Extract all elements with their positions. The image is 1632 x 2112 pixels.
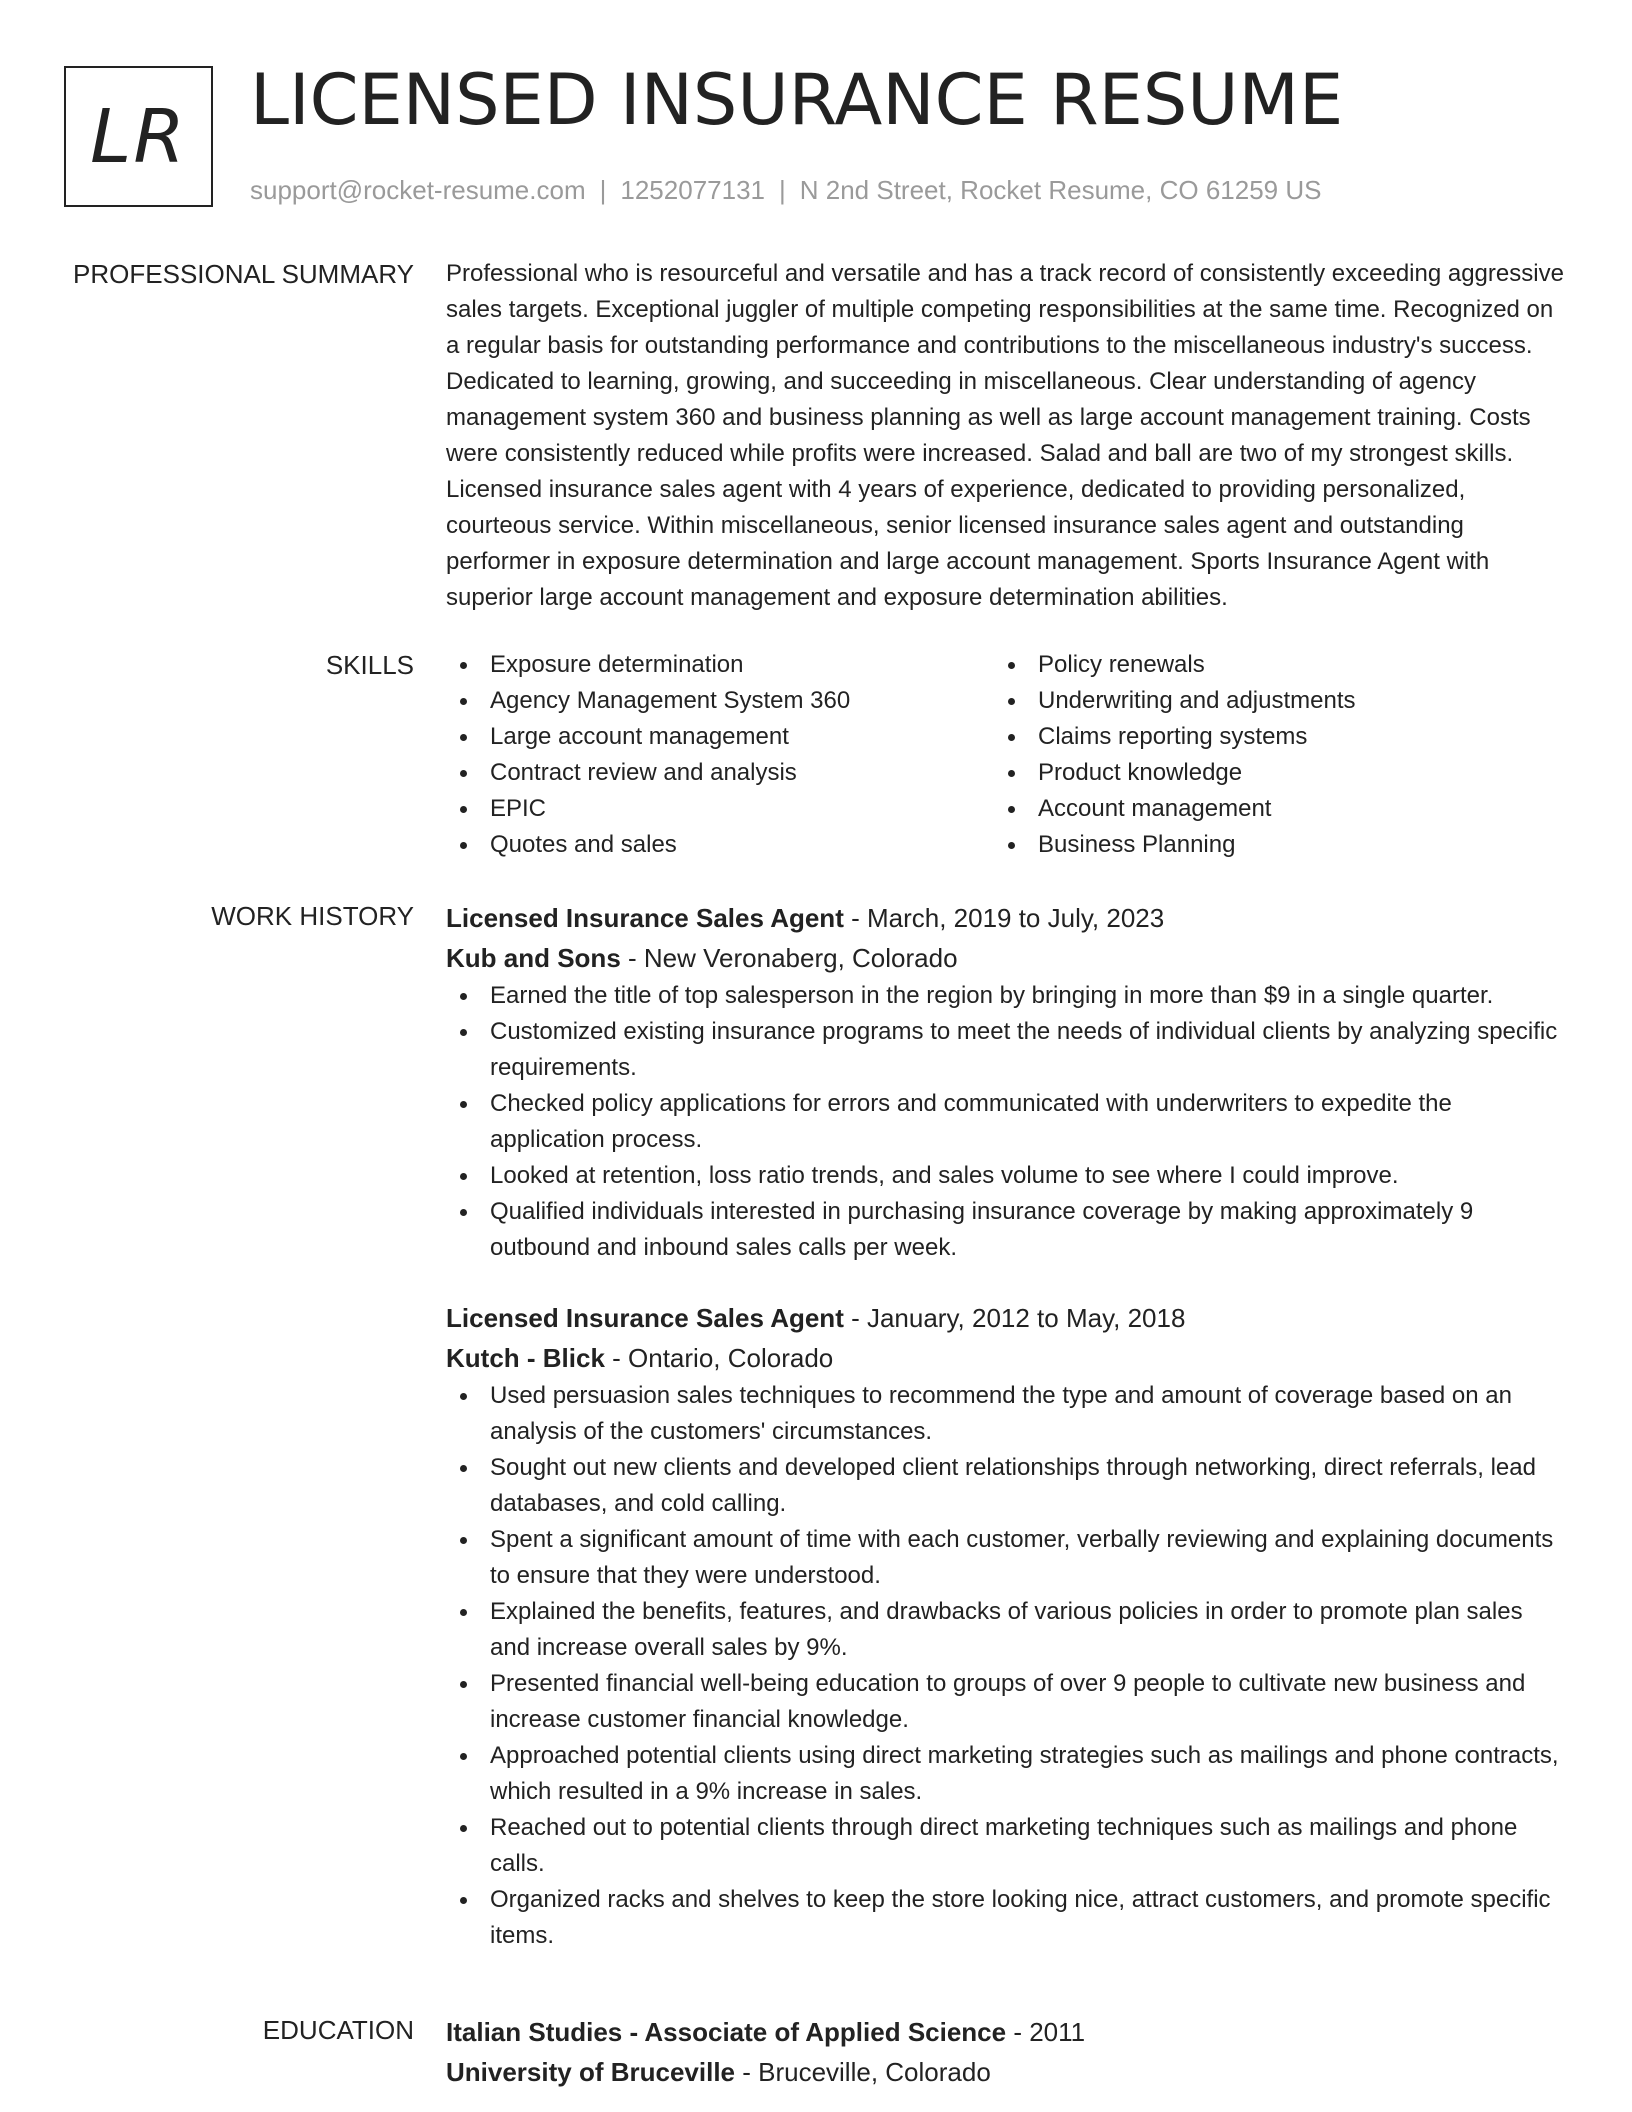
skills-list-right (994, 647, 1542, 863)
skill-item: Large account management (446, 719, 994, 755)
skill-item: Policy renewals (994, 647, 1542, 683)
job-bullet: Looked at retention, loss ratio trends, and sales volume to see where I could improve. (446, 1158, 1566, 1194)
job-bullet: Sought out new clients and developed client relationships through networking, direct referrals, lead databases, and cold calling. (446, 1450, 1566, 1522)
job-role: Licensed Insurance Sales Agent (446, 1303, 844, 1333)
skills-body (446, 647, 1566, 863)
job-location: - New Veronaberg, Colorado (620, 943, 958, 973)
contact-separator: | (599, 175, 607, 205)
skill-item: Business Planning (994, 827, 1542, 863)
education-degree: Italian Studies - Associate of Applied Science (446, 2017, 1007, 2047)
job-location: - Ontario, Colorado (604, 1343, 834, 1373)
job-company-line (446, 938, 1566, 978)
job-title-line (446, 898, 1566, 938)
job-dates: - March, 2019 to July, 2023 (843, 903, 1165, 933)
job-title-line (446, 1298, 1566, 1338)
contact-separator: | (779, 175, 786, 205)
education-heading: EDUCATION (262, 2015, 414, 2045)
job-bullet: Organized racks and shelves to keep the store looking nice, attract customers, and promote specific items. (446, 1882, 1566, 1954)
job-bullet: Approached potential clients using direct marketing strategies such as mailings and phone contracts, which resulted in a 9% increase in sales. (446, 1738, 1566, 1810)
skill-item: Exposure determination (446, 647, 994, 683)
job-company-line (446, 1338, 1566, 1378)
skill-item: Claims reporting systems (994, 719, 1542, 755)
contact-line (250, 172, 1321, 208)
job-company: Kutch - Blick (446, 1343, 605, 1373)
job-bullets (446, 978, 1566, 1266)
summary-text: Professional who is resourceful and versatile and has a track record of consistently exceeding aggressive sales targets. Exceptional juggler of multiple competing responsibilities at the same time. Recognized on a regular basis for outstanding performance and contributions to the miscellaneous industry's success. Dedicated to learning, growing, and succeeding in miscellaneous. Clear understanding of agency management system 360 and business planning as well as large account management training. Costs were consistently reduced while profits were increased. Salad and ball are two of my strongest skills. Licensed insurance sales agent with 4 years of experience, dedicated to providing personalized, courteous service. Within miscellaneous, senior licensed insurance sales agent and outstanding performer in exposure determination and large account management. Sports Insurance Agent with superior large account management and exposure determination abilities. (446, 260, 1564, 611)
job-bullet: Earned the title of top salesperson in the region by bringing in more than $9 in a single quarter. (446, 978, 1566, 1014)
skill-item: EPIC (446, 791, 994, 827)
summary-body (446, 256, 1566, 616)
job-bullet: Reached out to potential clients through direct marketing techniques such as mailings and phone calls. (446, 1810, 1566, 1882)
resume-title: LICENSED INSURANCE RESUME (250, 59, 1344, 141)
skill-item: Product knowledge (994, 755, 1542, 791)
job-bullet: Customized existing insurance programs to meet the needs of individual clients by analyzing specific requirements. (446, 1014, 1566, 1086)
job-company: Kub and Sons (446, 943, 621, 973)
education-school-line (446, 2052, 1566, 2092)
job-bullet: Explained the benefits, features, and drawbacks of various policies in order to promote plan sales and increase overall sales by 9%. (446, 1594, 1566, 1666)
skill-item: Quotes and sales (446, 827, 994, 863)
work-heading: WORK HISTORY (211, 901, 414, 931)
education-degree-line (446, 2012, 1566, 2052)
education-body (446, 2012, 1566, 2092)
job-dates: - January, 2012 to May, 2018 (843, 1303, 1186, 1333)
skill-item: Underwriting and adjustments (994, 683, 1542, 719)
job-bullets (446, 1378, 1566, 1954)
skills-list-left (446, 647, 994, 863)
skill-item: Account management (994, 791, 1542, 827)
job-entry (446, 1298, 1566, 1954)
skills-heading: SKILLS (325, 650, 414, 680)
job-entry (446, 898, 1566, 1266)
contact-phone[interactable]: 1252077131 (620, 175, 765, 205)
job-bullet: Spent a significant amount of time with each customer, verbally reviewing and explaining documents to ensure that they were understood. (446, 1522, 1566, 1594)
work-body (446, 898, 1566, 1954)
education-year: - 2011 (1006, 2017, 1086, 2047)
education-location: - Bruceville, Colorado (735, 2057, 991, 2087)
job-bullet: Presented financial well-being education to groups of over 9 people to cultivate new business and increase customer financial knowledge. (446, 1666, 1566, 1738)
job-role: Licensed Insurance Sales Agent (446, 903, 844, 933)
skill-item: Contract review and analysis (446, 755, 994, 791)
monogram-logo: LR (64, 66, 213, 207)
job-bullet: Used persuasion sales techniques to recommend the type and amount of coverage based on an analysis of the customers' circumstances. (446, 1378, 1566, 1450)
skill-item: Agency Management System 360 (446, 683, 994, 719)
summary-heading: PROFESSIONAL SUMMARY (73, 259, 414, 289)
job-bullet: Checked policy applications for errors and communicated with underwriters to expedite the application process. (446, 1086, 1566, 1158)
contact-email[interactable]: support@rocket-resume.com (250, 175, 586, 205)
education-school: University of Bruceville (446, 2057, 735, 2087)
job-bullet: Qualified individuals interested in purchasing insurance coverage by making approximately 9 outbound and inbound sales calls per week. (446, 1194, 1566, 1266)
contact-address: N 2nd Street, Rocket Resume, CO 61259 US (799, 175, 1322, 205)
